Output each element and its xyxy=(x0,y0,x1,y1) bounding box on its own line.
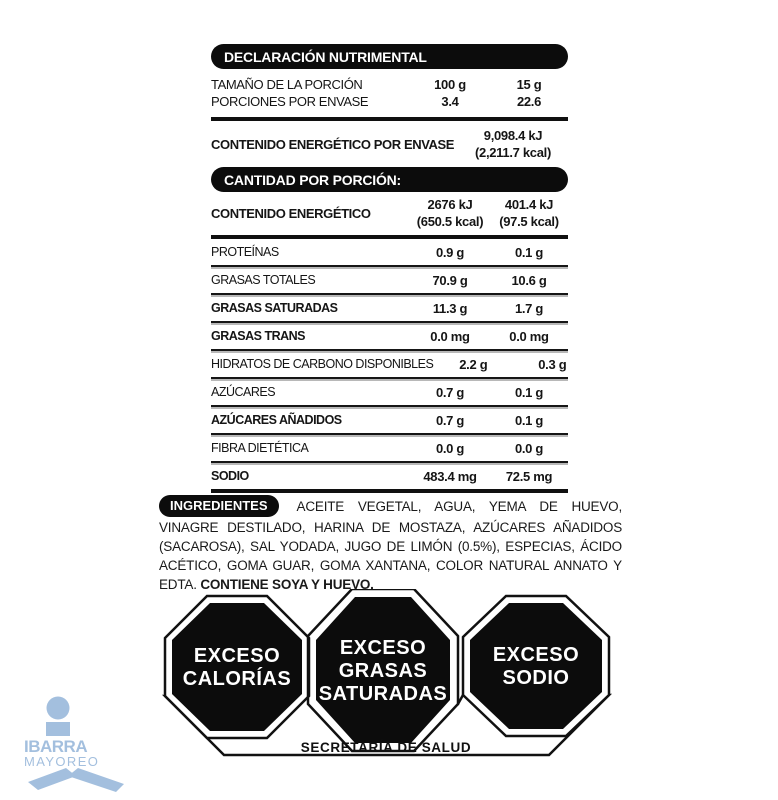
nutrient-row xyxy=(211,461,568,489)
nutrient-row xyxy=(211,349,568,377)
seal-right-line2: SODIO xyxy=(502,667,570,689)
warning-seals xyxy=(160,589,618,761)
seal-middle-line1: EXCESO xyxy=(339,637,427,659)
energy-col1-kj: 2676 kJ xyxy=(427,197,473,212)
energy-per-serving-col2 xyxy=(490,196,568,230)
nutrient-row xyxy=(211,405,568,433)
ibarra-mayoreo-watermark xyxy=(20,692,130,794)
seal-middle-line2: GRASAS xyxy=(338,660,428,682)
nutrient-label: AZÚCARES xyxy=(211,385,276,399)
energy-per-package-label: CONTENIDO ENERGÉTICO POR ENVASE xyxy=(211,136,455,152)
nutrient-label: AZÚCARES AÑADIDOS xyxy=(211,413,342,427)
nutrient-row xyxy=(211,433,568,461)
nutrient-value-col2: 0.3 g xyxy=(538,356,567,372)
nutrient-label: PROTEÍNAS xyxy=(211,245,279,259)
seal-right-octagon-icon xyxy=(470,603,602,729)
nutrient-value-col1: 0.0 mg xyxy=(430,328,470,344)
serving-rows xyxy=(211,76,568,110)
nutrition-table xyxy=(211,44,568,493)
serving-row-label: PORCIONES POR ENVASE xyxy=(211,94,369,109)
allergen-statement: CONTIENE SOYA Y HUEVO. xyxy=(200,577,374,592)
energy-per-serving-label: CONTENIDO ENERGÉTICO xyxy=(211,205,371,221)
energy-col2-kcal: (97.5 kcal) xyxy=(499,214,559,229)
nutrient-value-col1: 0.9 g xyxy=(435,244,465,260)
nutrient-value-col1: 11.3 g xyxy=(432,300,468,316)
nutrient-row xyxy=(211,321,568,349)
ingredients-paragraph xyxy=(159,496,622,594)
energy-col1-kcal: (650.5 kcal) xyxy=(416,214,484,229)
ingredients-text: ACEITE VEGETAL, AGUA, YEMA DE HUEVO, VINAGRE DESTILADO, HARINA DE MOSTAZA, AZÚCARES AÑADIDOS (SACAROSA), SAL YODADA, JUGO DE LIMÓN (0.5%), ESPECIAS, ÁCIDO ACÉTICO, GOMA GUAR, GOMA XANTANA, COLOR NATURAL ANNATO Y EDTA. xyxy=(159,499,622,592)
serving-row xyxy=(211,76,568,93)
watermark-left-leg-icon xyxy=(28,768,76,790)
nutrient-label: SODIO xyxy=(211,469,249,483)
serving-row-value-col1: 100 g xyxy=(434,77,466,92)
nutrient-value-col2: 0.1 g xyxy=(514,384,544,400)
watermark-head-icon xyxy=(47,697,70,720)
watermark-body-icon xyxy=(46,722,70,736)
nutrient-value-col1: 483.4 mg xyxy=(423,468,477,484)
energy-per-package-kj: 9,098.4 kJ xyxy=(483,128,543,143)
nutrient-value-col2: 0.0 mg xyxy=(509,328,549,344)
table-header-cantidad: CANTIDAD POR PORCIÓN: xyxy=(211,167,568,192)
watermark-right-leg-icon xyxy=(68,768,124,792)
nutrient-label: HIDRATOS DE CARBONO DISPONIBLES xyxy=(211,357,434,371)
nutrient-row xyxy=(211,377,568,405)
serving-row-value-col2: 22.6 xyxy=(516,94,542,109)
secretaria-de-salud-text: SECRETARÍA DE SALUD xyxy=(300,740,472,755)
seal-middle-line3: SATURADAS xyxy=(318,683,448,705)
nutrient-row xyxy=(211,265,568,293)
nutrient-value-col2: 0.1 g xyxy=(514,244,544,260)
energy-per-serving-col1 xyxy=(410,196,490,230)
nutrient-label: GRASAS TOTALES xyxy=(211,273,316,287)
serving-row-value-col2: 15 g xyxy=(516,77,542,92)
watermark-subbrand-text: MAYOREO xyxy=(24,754,100,769)
seal-left-line1: EXCESO xyxy=(193,645,281,667)
nutrient-row xyxy=(211,293,568,321)
energy-per-package-kcal: (2,211.7 kcal) xyxy=(474,145,552,160)
energy-per-package-row xyxy=(211,121,568,167)
table-header-declaracion: DECLARACIÓN NUTRIMENTAL xyxy=(211,44,568,69)
nutrient-label: FIBRA DIETÉTICA xyxy=(211,441,309,455)
nutrient-value-col2: 72.5 mg xyxy=(505,468,553,484)
energy-per-package-value xyxy=(458,127,568,161)
ingredients-badge: INGREDIENTES xyxy=(159,495,279,517)
nutrient-value-col2: 0.1 g xyxy=(514,412,544,428)
seal-left-octagon-icon xyxy=(172,603,302,731)
seal-left-line2: CALORÍAS xyxy=(182,668,292,690)
nutrient-value-col2: 0.0 g xyxy=(514,440,544,456)
nutrient-value-col2: 1.7 g xyxy=(514,300,544,316)
nutrient-rows xyxy=(211,239,568,489)
nutrient-label: GRASAS SATURADAS xyxy=(211,301,338,315)
serving-row xyxy=(211,93,568,110)
nutrient-label: GRASAS TRANS xyxy=(211,329,306,343)
nutrient-value-col2: 10.6 g xyxy=(511,272,547,288)
nutrient-value-col1: 0.7 g xyxy=(435,412,465,428)
serving-row-value-col1: 3.4 xyxy=(441,94,459,109)
watermark-brand-text: IBARRA xyxy=(24,737,88,756)
nutrient-value-col1: 2.2 g xyxy=(459,356,488,372)
energy-per-serving-row xyxy=(211,192,568,235)
nutrient-value-col1: 0.0 g xyxy=(435,440,465,456)
rule-thick-bottom xyxy=(211,489,568,493)
nutrient-value-col1: 70.9 g xyxy=(432,272,468,288)
energy-col2-kj: 401.4 kJ xyxy=(504,197,554,212)
nutrient-value-col1: 0.7 g xyxy=(435,384,465,400)
seal-right-line1: EXCESO xyxy=(492,644,580,666)
serving-row-label: TAMAÑO DE LA PORCIÓN xyxy=(211,77,363,92)
nutrient-row xyxy=(211,239,568,265)
